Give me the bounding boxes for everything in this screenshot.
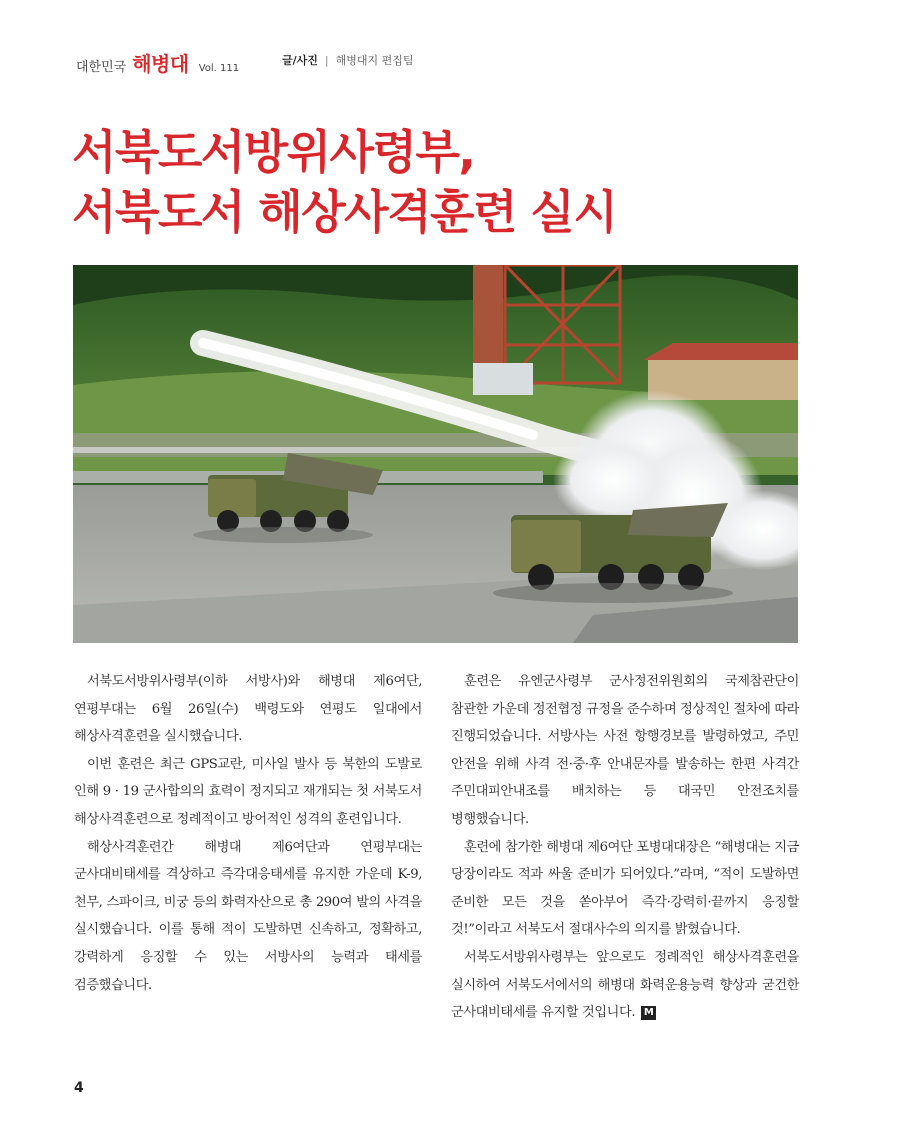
magazine-brand: 해병대 xyxy=(132,52,189,76)
rocket-launch-photo-icon xyxy=(73,265,798,643)
paragraph-text: 서북도서방위사령부는 앞으로도 정례적인 해상사격훈련을 실시하여 서북도서에서의 해병대 화력운용능력 향상과 굳건한 군사대비태세를 유지할 것입니다. xyxy=(451,949,799,1021)
article-credit xyxy=(282,52,414,68)
paragraph: 훈련은 유엔군사령부 군사정전위원회의 국제참관단이 참관한 가운데 정전협정 규정을 준수하며 정상적인 절차에 따라 진행되었습니다. 서방사는 사전 항행경보를 발령하였고, 주민 안전을 위해 사격 전·중·후 안내문자를 발송하는 한편 사격간 주민대피안내조를 배치하는 등 대국민 안전조치를 병행했습니다. xyxy=(451,674,799,827)
magazine-volume: Vol. 111 xyxy=(198,63,240,74)
article-photo xyxy=(73,265,798,643)
page-header xyxy=(76,44,824,74)
article-title xyxy=(72,122,832,242)
credit-value: 해병대지 편집팀 xyxy=(335,54,414,67)
credit-label: 글/사진 xyxy=(282,54,318,67)
body-column-left xyxy=(74,668,422,999)
credit-separator: | xyxy=(324,53,329,67)
article-title-line-1: 서북도서방위사령부, xyxy=(72,125,475,179)
body-column-right xyxy=(451,668,799,1027)
paragraph: 훈련에 참가한 해병대 제6여단 포병대대장은 “해병대는 지금 당장이라도 적과 싸울 준비가 되어있다.”라며, “적이 도발하면 준비한 모든 것을 쏟아부어 즉각·강력히·끝까지 응징할 것!”이라고 서북도서 절대사수의 의지를 밝혔습니다. xyxy=(451,839,799,938)
page-number: 4 xyxy=(74,1080,84,1096)
paragraph: 서북도서방위사령부(이하 서방사)와 해병대 제6여단, 연평부대는 6월 26일(수) 백령도와 연평도 일대에서 해상사격훈련을 실시했습니다. xyxy=(74,674,422,745)
paragraph-last xyxy=(451,944,799,1027)
article-title-line-2: 서북도서 해상사격훈련 실시 xyxy=(72,185,617,239)
end-mark-icon: M xyxy=(641,1006,656,1020)
paragraph: 이번 훈련은 최근 GPS교란, 미사일 발사 등 북한의 도발로 인해 9 · 19 군사합의의 효력이 정지되고 재개되는 첫 서북도서 해상사격훈련으로 정례적이고 방어적인 성격의 훈련입니다. xyxy=(74,756,422,827)
magazine-name: 대한민국 xyxy=(76,60,127,75)
paragraph: 해상사격훈련간 해병대 제6여단과 연평부대는 군사대비태세를 격상하고 즉각대응태세를 유지한 가운데 K-9, 천무, 스파이크, 비궁 등의 화력자산으로 총 290여 발의 사격을 실시했습니다. 이를 통해 적이 도발하면 신속하고, 정확하고, 강력하게 응징할 수 있는 서방사의 능력과 태세를 검증했습니다. xyxy=(74,839,422,993)
magazine-masthead xyxy=(76,48,239,77)
